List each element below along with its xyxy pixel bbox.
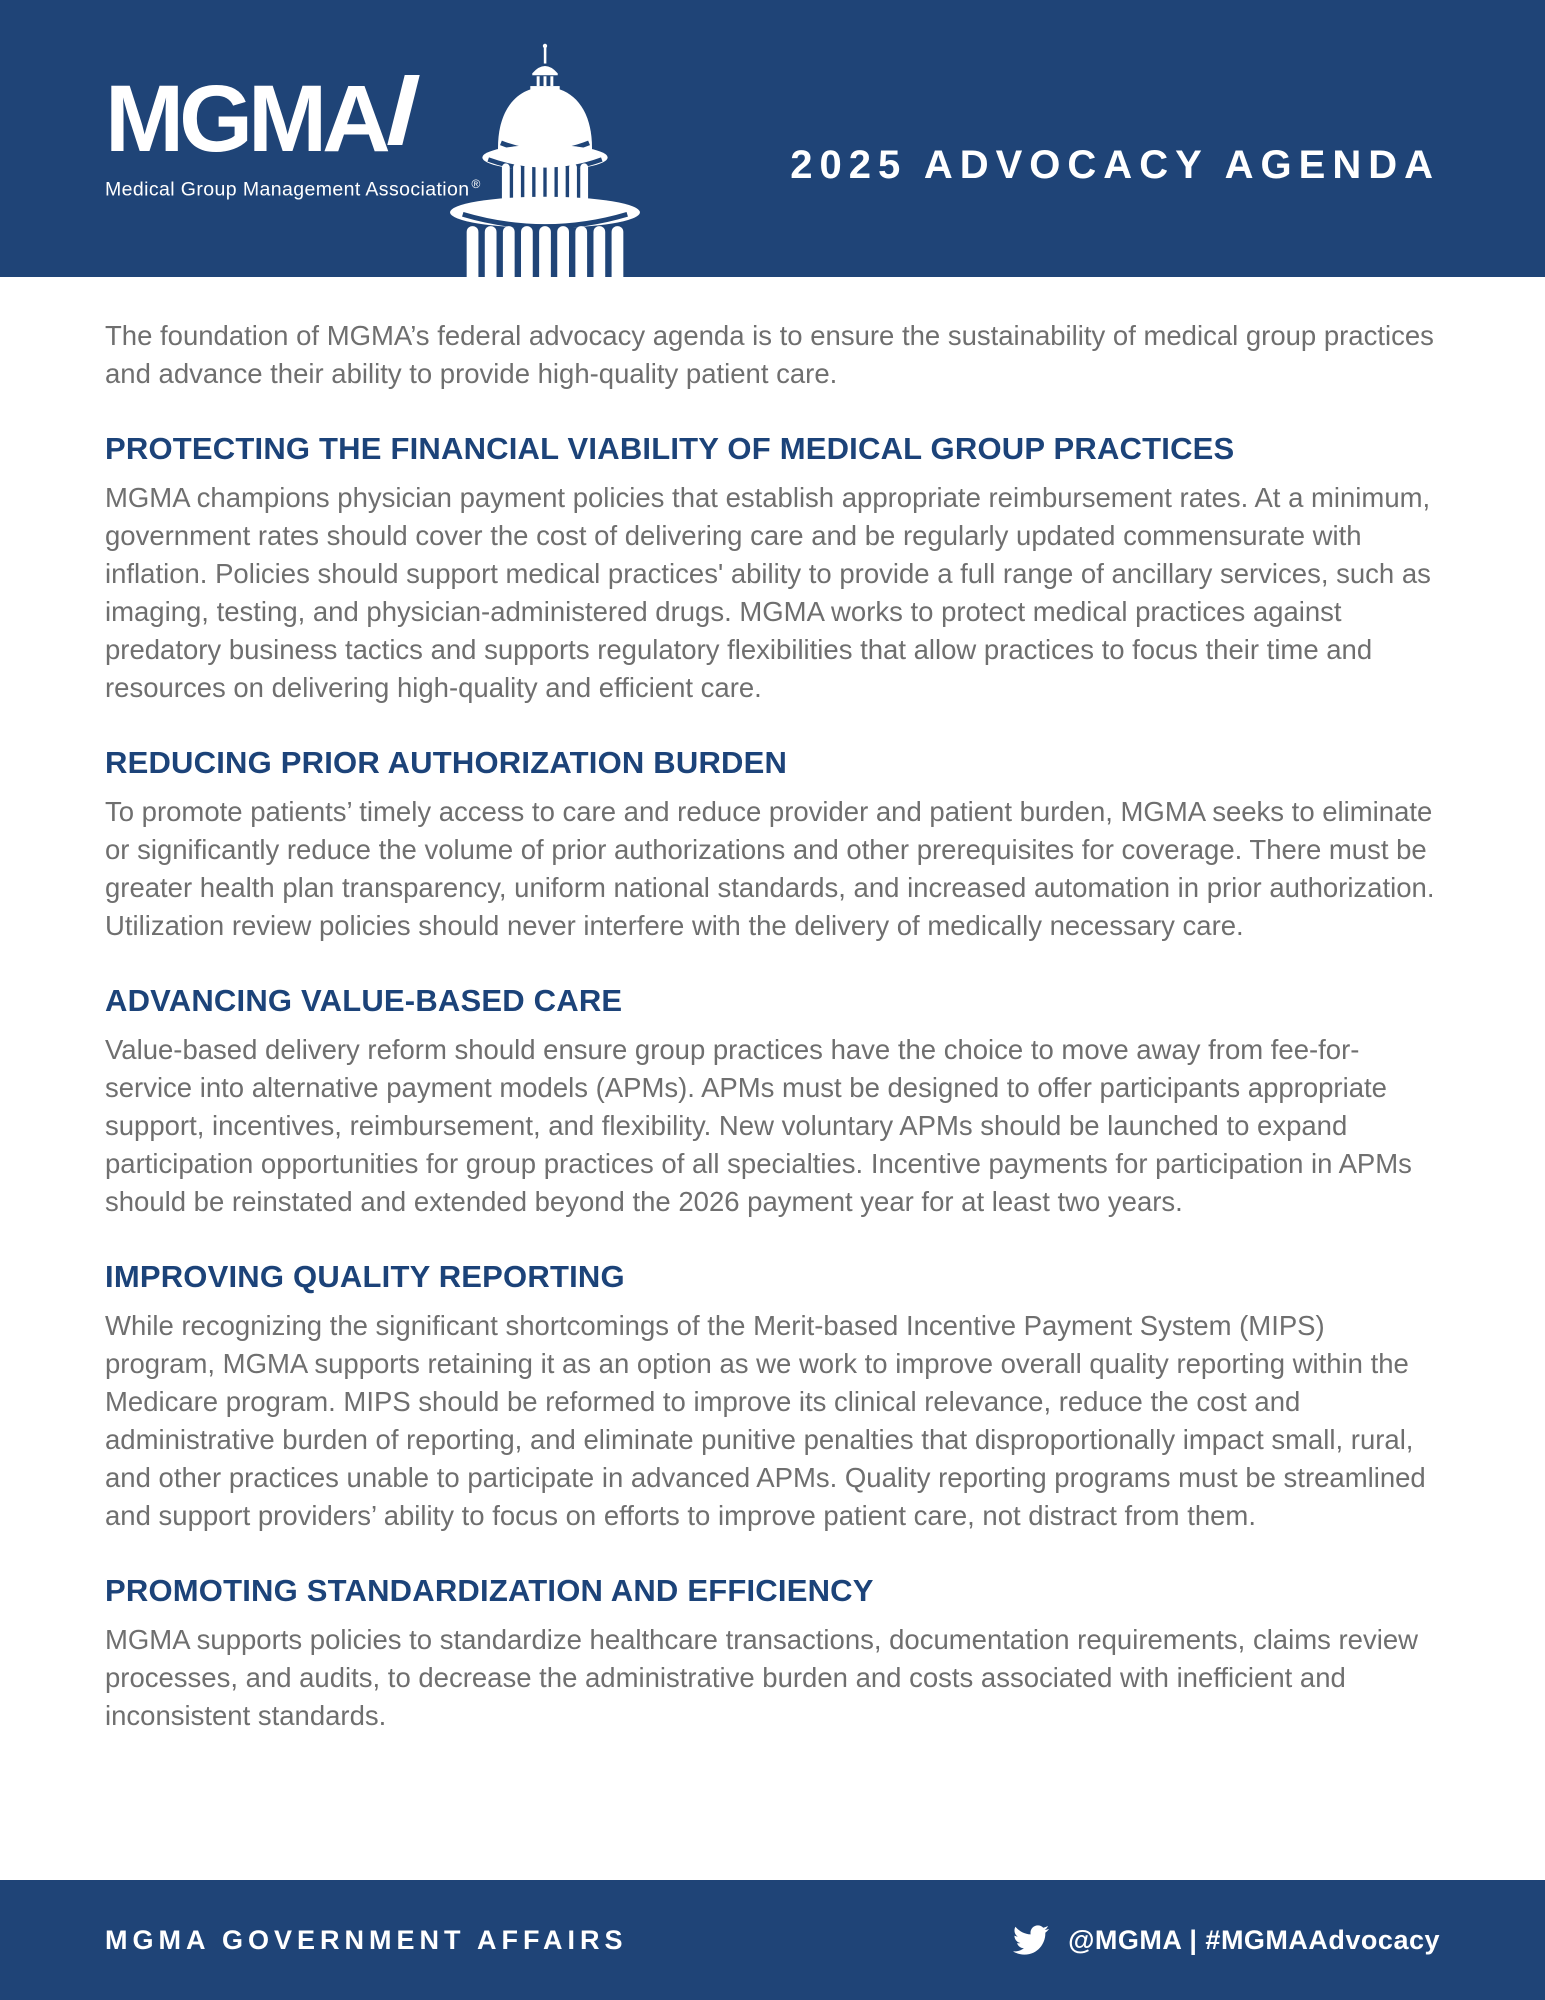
section-body: To promote patients’ timely access to care and reduce provider and patient burden, MGMA seeks to eliminate or significantly reduce the volume of prior authorizations and other prerequisites for coverage. There must be greater health plan transparency, uniform national standards, and increased automation in prior authorization. Utilization review policies should never interfere with the delivery of medically necessary care. <box>105 796 1435 941</box>
section-body: Value-based delivery reform should ensure group practices have the choice to move away from fee-for-service into alternative payment models (APMs). APMs must be designed to offer participants appropriate support, incentives, reimbursement, and flexibility. New voluntary APMs should be launched to expand participation opportunities for group practices of all specialties. Incentive payments for participation in APMs should be reinstated and extended beyond the 2026 payment year for at least two years. <box>105 1034 1412 1217</box>
footer-social-handle: @MGMA | #MGMAAdvocacy <box>1068 1924 1440 1955</box>
capitol-dome-icon <box>447 42 643 277</box>
intro-paragraph: The foundation of MGMA’s federal advocacy agenda is to ensure the sustainability of medical group practices and advance their ability to provide high-quality patient care. <box>105 320 1434 389</box>
section-body: MGMA champions physician payment policies that establish appropriate reimbursement rates. At a minimum, government rates should cover the cost of delivering care and be regularly updated commensurate with inflation. Policies should support medical practices' ability to provide a full range of ancillary services, such as imaging, testing, and physician-administered drugs. MGMA works to protect medical practices against predatory business tactics and supports regulatory flexibilities that allow practices to focus their time and resources on delivering high-quality and efficient care. <box>105 482 1431 703</box>
twitter-bird-icon <box>1010 1922 1052 1958</box>
section-standardization <box>105 1571 1440 1735</box>
section-heading: PROTECTING THE FINANCIAL VIABILITY OF MEDICAL GROUP PRACTICES <box>105 431 1235 466</box>
section-financial-viability <box>105 429 1440 707</box>
section-value-based-care <box>105 981 1440 1221</box>
section-heading: ADVANCING VALUE-BASED CARE <box>105 983 623 1018</box>
section-heading: IMPROVING QUALITY REPORTING <box>105 1259 625 1294</box>
mgma-logo-wordmark <box>105 66 481 172</box>
mgma-logo-slash <box>387 75 419 145</box>
section-heading: PROMOTING STANDARDIZATION AND EFFICIENCY <box>105 1573 874 1608</box>
section-body: MGMA supports policies to standardize healthcare transactions, documentation requirements, claims review processes, and audits, to decrease the administrative burden and costs associated with inefficient and inconsistent standards. <box>105 1624 1418 1731</box>
mgma-logo-text: MGMA <box>105 66 386 172</box>
footer-banner <box>0 1880 1545 2000</box>
page-title: 2025 ADVOCACY AGENDA <box>790 143 1440 187</box>
footer-title: MGMA GOVERNMENT AFFAIRS <box>105 1924 628 1955</box>
section-quality-reporting <box>105 1257 1440 1535</box>
document-body <box>0 277 1545 1735</box>
section-body: While recognizing the significant shortcomings of the Merit-based Incentive Payment System (MIPS) program, MGMA supports retaining it as an option as we work to improve overall quality reporting within the Medicare program. MIPS should be reformed to improve its clinical relevance, reduce the cost and administrative burden of reporting, and eliminate punitive penalties that disproportionally impact small, rural, and other practices unable to participate in advanced APMs. Quality reporting programs must be streamlined and support providers’ ability to focus on efforts to improve patient care, not distract from them. <box>105 1310 1426 1531</box>
section-prior-authorization <box>105 743 1440 945</box>
mgma-logo-tagline: Medical Group Management Association ® <box>105 177 481 201</box>
header-banner <box>0 0 1545 277</box>
section-heading: REDUCING PRIOR AUTHORIZATION BURDEN <box>105 745 788 780</box>
footer-social <box>1010 1922 1440 1958</box>
mgma-logo <box>105 66 481 202</box>
registered-mark: ® <box>471 177 481 191</box>
